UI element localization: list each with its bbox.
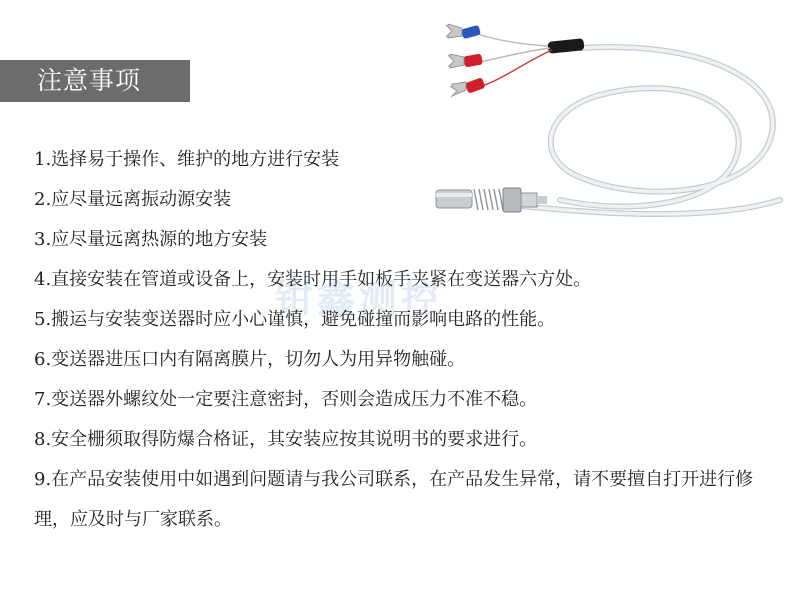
list-item: 9.在产品安装使用中如遇到问题请与我公司联系，在产品发生异常，请不要擅自打开进行修理，应及时与厂家联系。 — [34, 469, 754, 530]
heading-title: 注意事项 — [37, 66, 142, 95]
heatshrink-sleeve — [547, 38, 584, 54]
list-item: 2.应尽量远离振动源安装 — [34, 189, 232, 210]
list-item: 3.应尽量远离热源的地方安装 — [34, 229, 268, 250]
list-item: 4.直接安装在管道或设备上，安装时用手如板手夹紧在变送器六方处。 — [34, 269, 592, 290]
spade-terminal-blue — [446, 24, 481, 39]
list-item: 6.变送器进压口内有隔离膜片，切勿人为用异物触碰。 — [34, 349, 466, 370]
lead-wires — [478, 34, 552, 86]
watermark-text: 钳鑫测控 — [275, 277, 444, 321]
list-item: 8.安全栅须取得防爆合格证，其安装应按其说明书的要求进行。 — [34, 429, 538, 450]
notes-list — [34, 140, 764, 540]
spade-terminal-red — [448, 54, 483, 68]
list-item: 7.变送器外螺纹处一定要注意密封，否则会造成压力不准不稳。 — [34, 389, 538, 410]
list-item: 1.选择易于操作、维护的地方进行安装 — [34, 149, 340, 170]
list-item: 5.搬运与安装变送器时应小心谨慎，避免碰撞而影响电路的性能。 — [34, 309, 556, 330]
spade-terminal-red-2 — [450, 77, 486, 97]
